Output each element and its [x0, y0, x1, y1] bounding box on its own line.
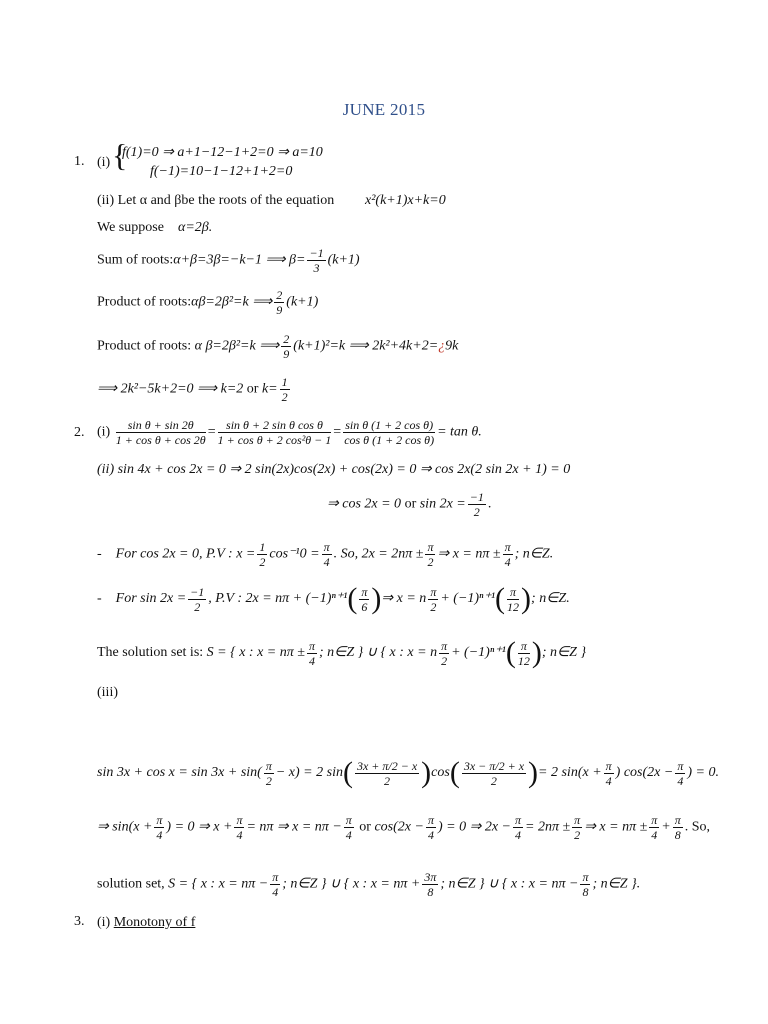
q2-iii-line2: ⇒ sin(x + $\frac{\pi}{4}$ ) = 0 ⇒ x + $\frac{\pi}{4}$ = nπ ⇒ x = nπ − $\frac{\pi}{4}$ or cos(2x − $\frac{\pi}{4}$ ) = 0 ⇒ 2x − $\frac{\pi}{4}$ = 2nπ ± $\frac{\pi}{2}$ ⇒ x = nπ ± $\frac{\pi}{4}$ + $\frac{\pi}{8}$ . So,: [97, 813, 711, 842]
q2-ii-frac: $\frac{-1}{2}$: [469, 490, 484, 519]
q1-sum-frac: $\frac{-1}{3}$: [309, 246, 324, 275]
q1-sum-line: [97, 246, 360, 275]
q3-heading: Monotony of f: [113, 915, 196, 930]
q1-final-or: or: [246, 381, 259, 397]
q1-final-eq: ⟹ 2k²−5k+2=0 ⟹ k=2: [97, 381, 244, 397]
q2-iii-so: . So,: [684, 819, 711, 835]
q2-iii-end2: ) cos(2x −: [615, 765, 674, 781]
q1-ii-text: (ii) Let α and βbe the roots of the equation: [97, 193, 335, 208]
q2-ii-line: (ii) sin 4x + cos 2x = 0 ⇒ 2 sin(2x)cos(2x) + cos(2x) = 0 ⇒ cos 2x(2 sin 2x + 1) = 0: [97, 462, 571, 477]
q2-case1-end: ⇒ x = nπ ±: [437, 546, 501, 562]
page-title: JUNE 2015: [342, 100, 426, 119]
q1-prod1-tail: (k+1): [286, 294, 319, 310]
q2-case2-tail: ; n∈Z.: [531, 591, 570, 607]
q2-case1-text: For cos 2x = 0, P.V : x =: [115, 546, 256, 562]
q2-bullet-2: -: [97, 591, 102, 607]
q1-product2-line: [97, 332, 458, 361]
q1-product1-line: [97, 288, 318, 317]
q2-frac-3: $\frac{\text{sin θ (1 + 2 cos θ)}}{\text{cos θ (1 + 2 cos θ)}}$: [344, 418, 435, 447]
q2-iii-line2h: +: [661, 819, 671, 835]
q2-case1-frac-pi4b: $\frac{\pi}{4}$: [504, 540, 511, 569]
q2-i-tail: = tan θ.: [437, 424, 482, 440]
q1-prod1-eq: αβ=2β²=k ⟹: [191, 294, 273, 310]
q1-final-k: k=: [261, 381, 278, 397]
q1-sum-eq: α+β=3β=−k−1 ⟹ β=: [173, 252, 306, 268]
q2-case2-mid: ⇒ x = n: [381, 591, 427, 607]
q2-frac-1: $\frac{\text{sin θ + sin 2θ}}{\text{1 + cos θ + cos 2θ}}$: [115, 418, 206, 447]
q2-ii-sub-line: ⇒ cos 2x = 0 or sin 2x = $\frac{-1}{2}$ .: [327, 490, 492, 519]
q2-sol2-c: ; n∈Z } ∪ { x : x = nπ −: [440, 876, 579, 892]
q2-sol2-d: ; n∈Z }.: [592, 876, 641, 892]
q1-prod1-frac: $\frac{2}{9}$: [276, 288, 283, 317]
q2-case2-pl: + (−1)ⁿ⁺¹: [440, 591, 496, 607]
q2-iii-line2a: ⇒ sin(x +: [97, 819, 153, 835]
question-1-number: 1.: [74, 154, 85, 169]
q1-part-i-label: (i): [97, 155, 111, 170]
q2-case1-frac-pi2: $\frac{\pi}{2}$: [427, 540, 434, 569]
q2-case1-frac-half: $\frac{1}{2}$: [259, 540, 266, 569]
q2-sol-eq2: + (−1)ⁿ⁺¹: [451, 645, 506, 661]
q2-iii-line2f: = 2nπ ±: [525, 819, 571, 835]
q1-prod2-eq: α β=2β²=k ⟹: [194, 338, 280, 354]
q2-case1-so: . So, 2x = 2nπ ±: [333, 546, 424, 562]
q2-sol-eq1b: ; n∈Z } ∪ { x : x = n: [318, 645, 438, 661]
q2-case1-tail: ; n∈Z.: [514, 546, 554, 562]
q1-i-line2: f(−1)=10−1−12+1+2=0: [150, 164, 293, 179]
q3-line: [97, 914, 195, 932]
q2-iii-end: = 2 sin(x +: [538, 765, 602, 781]
q2-iii-line2e: ) = 0 ⇒ 2x −: [437, 819, 511, 835]
q2-sol-text: The solution set is:: [97, 645, 204, 661]
q1-final-line: [97, 375, 292, 404]
q1-sum-tail: (k+1): [327, 252, 360, 268]
q2-solution2-line: solution set, S = { x : x = nπ − $\frac{\pi}{4}$ ; n∈Z } ∪ { x : x = nπ + $\frac{3\pi}{8}$ ; n∈Z } ∪ { x : x = nπ − $\frac{\pi}{8}$ ; n∈Z }.: [97, 870, 641, 899]
q2-ii-or: or: [404, 496, 417, 512]
q2-sol2-a: S = { x : x = nπ −: [168, 876, 269, 892]
q2-sol2-b: ; n∈Z } ∪ { x : x = nπ +: [282, 876, 421, 892]
q1-prod2-red-glyph: ¿: [438, 338, 446, 354]
q1-prod2-frac: $\frac{2}{9}$: [283, 332, 290, 361]
q2-case1-rest: cos⁻¹0 =: [269, 546, 320, 562]
q1-final-frac: $\frac{1}{2}$: [281, 375, 288, 404]
q2-ii-sin: sin 2x =: [419, 496, 466, 512]
q2-iii-label: (iii): [97, 685, 118, 700]
q2-iii-line2c: = nπ ⇒ x = nπ −: [246, 819, 342, 835]
q2-frac-2: $\frac{\text{sin θ + 2 sin θ cos θ}}{\text{1 + cos θ + 2 cos²θ − 1}}$: [217, 418, 332, 447]
q1-sum-text: Sum of roots:: [97, 252, 174, 268]
question-2-number: 2.: [74, 425, 85, 440]
q2-iii-line1: sin 3x + cos x = sin 3x + sin( $\frac{\pi}{2}$ − x) = 2 sin( $\frac{3x + \pi/2 - x}{2}$ )cos( $\frac{3x - \pi/2 + x}{2}$ )= 2 sin(x + $\frac{\pi}{4}$ ) cos(2x − $\frac{\pi}{4}$ ) = 0.: [97, 756, 719, 789]
q2-iii-cos: cos: [431, 765, 450, 781]
q2-sol-eq1: S = { x : x = nπ ±: [206, 645, 305, 661]
q2-solution-line: The solution set is: S = { x : x = nπ ± $\frac{\pi}{4}$ ; n∈Z } ∪ { x : x = n $\frac{\pi}{2}$ + (−1)ⁿ⁺¹( $\frac{\pi}{12}$ ); n∈Z }: [97, 636, 587, 669]
q2-case1-line: [97, 540, 553, 569]
q1-i-line1: f(1)=0 ⇒ a+1−12−1+2=0 ⇒ a=10: [122, 145, 323, 160]
q2-iii-end3: ) = 0.: [687, 765, 719, 781]
q2-case2-text: For sin 2x =: [115, 591, 187, 607]
q2-iii-line1b: − x) = 2 sin: [275, 765, 343, 781]
q1-prod2-tail: (k+1)²=k ⟹ 2k²+4k+2=: [293, 338, 439, 354]
q2-iii-or: or: [359, 819, 371, 835]
q1-brace: {: [112, 137, 128, 173]
q2-case1-frac-pi4: $\frac{\pi}{4}$: [323, 540, 330, 569]
q2-i-label: (i): [97, 424, 111, 440]
question-3-number: 3.: [74, 914, 85, 929]
q2-sol2-text: solution set,: [97, 876, 165, 892]
q2-sol-tail: ; n∈Z }: [541, 645, 587, 661]
q2-bullet-1: -: [97, 546, 102, 562]
q2-case2-frac: $\frac{-1}{2}$: [190, 584, 205, 614]
q2-case2-pv: , P.V : 2x = nπ + (−1)ⁿ⁺¹: [208, 591, 348, 607]
q2-iii-line1a: sin 3x + cos x = sin 3x + sin(: [97, 765, 262, 781]
q3-label: (i): [97, 915, 111, 930]
q2-part-i-line: (i) $\frac{\text{sin θ + sin 2θ}}{\text{1 + cos θ + cos 2θ}}$ = $\frac{\text{sin θ + 2 sin θ cos θ}}{\text{1 + cos θ + 2 cos²θ − 1}}$ = $\frac{\text{sin θ (1 + 2 cos θ)}}{\text{cos θ (1 + 2 cos θ)}}$ = tan θ.: [97, 418, 482, 447]
q2-ii-sub: ⇒ cos 2x = 0: [327, 496, 402, 512]
q2-iii-line2b: ) = 0 ⇒ x +: [166, 819, 233, 835]
q1-ii-eq: x²(k+1)x+k=0: [365, 193, 446, 208]
q1-prod1-text: Product of roots:: [97, 294, 192, 310]
q2-iii-line2d: cos(2x −: [374, 819, 424, 835]
q1-prod2-end: 9k: [445, 338, 459, 354]
q2-iii-line2g: ⇒ x = nπ ±: [584, 819, 648, 835]
q1-suppose-text: We suppose: [97, 220, 164, 235]
q2-case2-line: - For sin 2x = $\frac{-1}{2}$ , P.V : 2x = nπ + (−1)ⁿ⁺¹( $\frac{\pi}{6}$ )⇒ x = n $\frac{\pi}{2}$ + (−1)ⁿ⁺¹( $\frac{\pi}{12}$ ); n∈Z.: [97, 582, 570, 615]
q1-suppose-eq: α=2β.: [178, 220, 213, 235]
q1-prod2-text: Product of roots:: [97, 338, 192, 354]
